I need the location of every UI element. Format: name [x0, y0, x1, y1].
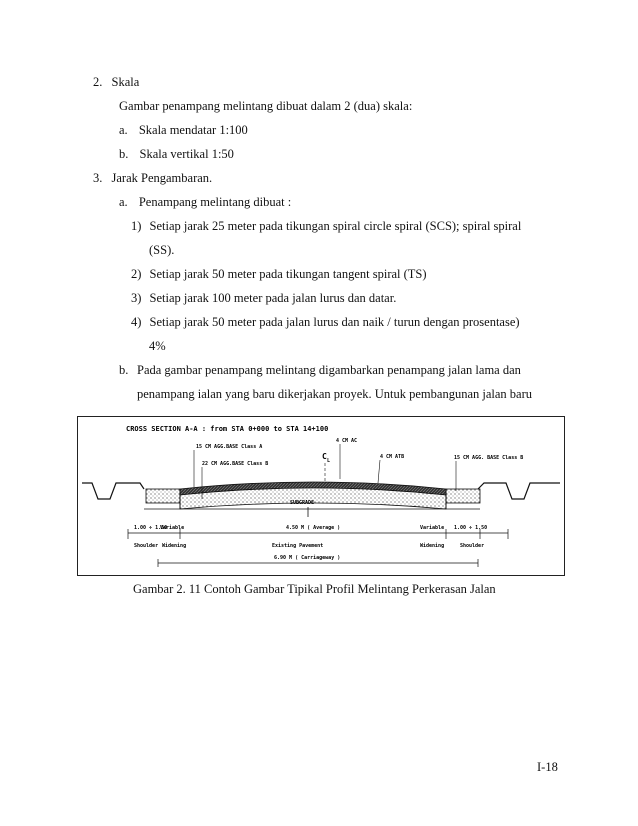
list-item: [119, 146, 234, 162]
atb-leader: [378, 460, 380, 483]
right-ditch: [478, 483, 560, 499]
cross-section-figure: [77, 416, 565, 576]
sub-item-b-letter: b.: [119, 363, 129, 377]
item-number: 1): [131, 219, 142, 233]
agg-b-right-label: 15 CM AGG. BASE Class B: [454, 455, 524, 461]
item-text: Penampang melintang dibuat :: [138, 195, 292, 209]
item-text: Setiap jarak 100 meter pada jalan lurus dan datar.: [149, 291, 397, 305]
item-text: Setiap jarak 25 meter pada tikungan spiral circle spiral (SCS); spiral spiral: [149, 219, 522, 233]
numbered-item-3: [131, 290, 396, 306]
figure-title: CROSS SECTION A-A : from STA 0+000 to STA 14+100: [126, 425, 329, 433]
section-number: 3.: [93, 171, 103, 185]
section-2-intro: Gambar penampang melintang dibuat dalam 2 (dua) skala:: [119, 99, 413, 113]
agg-b-label: 22 CM AGG.BASE Class B: [202, 461, 269, 467]
slope-left-label: 1.00 ÷ 1.50: [134, 525, 168, 531]
shoulder-left-label: Shoulder: [134, 543, 159, 549]
item-letter: b.: [119, 147, 129, 161]
section-2-heading: [93, 74, 139, 90]
subgrade-label: SUBGRADE: [290, 500, 315, 506]
sub-item-b-line1: Pada gambar penampang melintang digambarkan penampang jalan lama dan: [137, 363, 521, 377]
widening-right-label: Widening: [420, 543, 445, 549]
item-number: 4): [131, 315, 142, 329]
item-text: Skala mendatar 1:100: [138, 123, 248, 137]
item-text: Setiap jarak 50 meter pada tikungan tangent spiral (TS): [149, 267, 427, 281]
left-ditch: [82, 483, 144, 499]
numbered-item-4: [131, 314, 520, 330]
section-title: Jarak Pengambaran.: [111, 171, 213, 185]
item-text: Setiap jarak 50 meter pada jalan lurus dan naik / turun dengan prosentase): [149, 315, 520, 329]
variable-left-label: Variable: [160, 525, 185, 531]
atb-label: 4 CM ATB: [380, 454, 405, 460]
sub-item-b-line2: penampang ialan yang baru dikerjakan proyek. Untuk pembangunan jalan baru: [137, 387, 533, 401]
slope-right-label: 1.00 ÷ 1.50: [454, 525, 488, 531]
item-text: Skala vertikal 1:50: [139, 147, 234, 161]
existing-pavement-label: Existing Pavement: [272, 543, 324, 549]
item-continuation: (SS).: [149, 243, 175, 257]
agg-a-label: 15 CM AGG.BASE Class A: [196, 444, 263, 450]
variable-right-label: Variable: [420, 525, 445, 531]
numbered-item-1: [131, 218, 521, 234]
shoulder-right-label: Shoulder: [460, 543, 485, 549]
widening-left-label: Widening: [162, 543, 187, 549]
section-number: 2.: [93, 75, 103, 89]
left-shoulder-base: [146, 489, 180, 503]
page-number: I-18: [537, 760, 558, 774]
item-letter: a.: [119, 123, 128, 137]
figure-caption: Gambar 2. 11 Contoh Gambar Tipikal Profil Melintang Perkerasan Jalan: [133, 582, 496, 596]
sub-item-a: [119, 194, 291, 210]
centerline-c: C: [322, 452, 327, 461]
list-item: [119, 122, 248, 138]
item-number: 3): [131, 291, 142, 305]
section-3-heading: [93, 170, 212, 186]
center-width-label: 4.50 M ( Average ): [286, 525, 341, 531]
carriageway-label: 6.90 M ( Carriageway ): [274, 555, 341, 561]
right-shoulder-base: [446, 489, 480, 503]
numbered-item-2: [131, 266, 427, 282]
item-number: 2): [131, 267, 142, 281]
cross-section-drawing: [78, 417, 564, 575]
section-title: Skala: [111, 75, 140, 89]
ac-label: 4 CM AC: [336, 438, 358, 444]
item-continuation: 4%: [149, 339, 166, 353]
centerline-l: L: [327, 458, 331, 464]
item-letter: a.: [119, 195, 128, 209]
